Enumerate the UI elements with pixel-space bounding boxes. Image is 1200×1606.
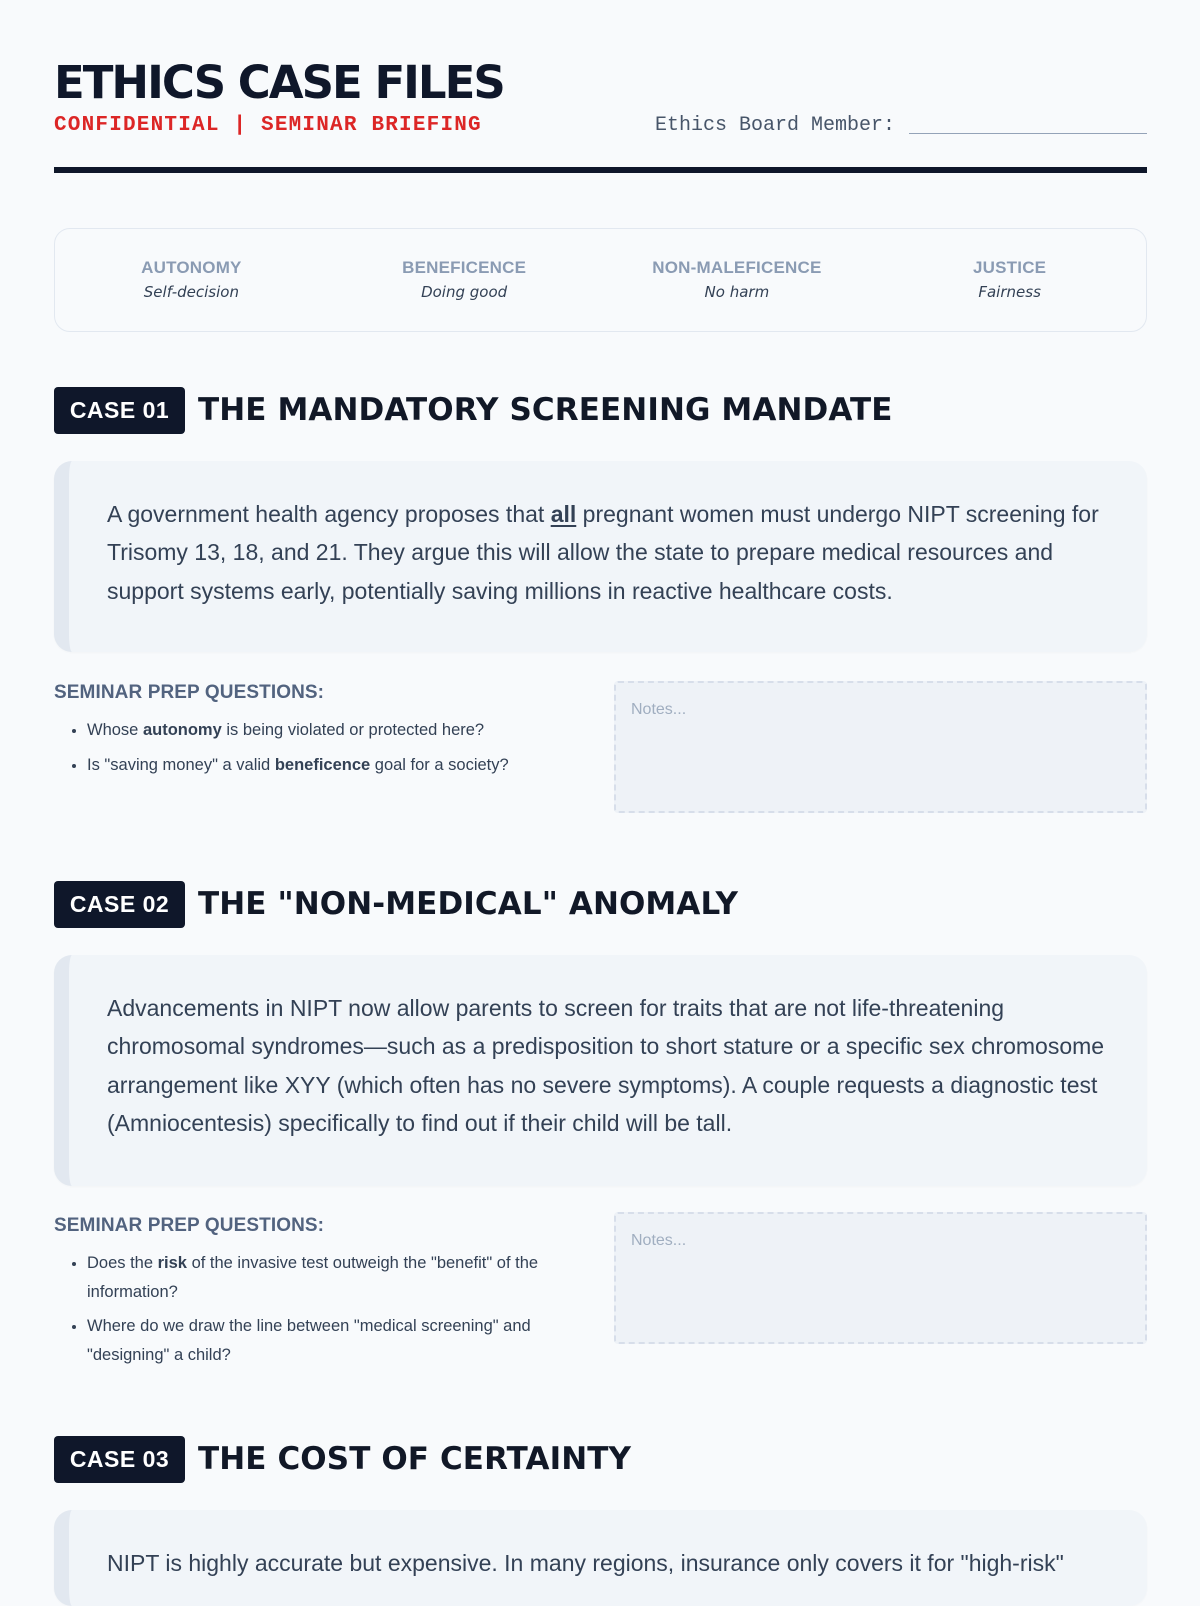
principle-autonomy (55, 229, 328, 333)
case-scenario-text: Advancements in NIPT now allow parents to screen for traits that are not life-threatening chromosomal syndromes—such as a predisposition to short stature or a specific sex chromosome arrangement like XYY (which often has no severe symptoms). A couple requests a diagnostic test (Amniocentesis) specifically to find out if their child will be tall. (107, 995, 1105, 1136)
question-bold-term: autonomy (142, 721, 222, 739)
case-title: THE "NON-MEDICAL" ANOMALY (198, 886, 739, 922)
seminar-question (87, 751, 602, 780)
principle-description: No harm (704, 283, 770, 301)
scenario-emphasis: all (550, 501, 577, 527)
seminar-question (87, 1249, 602, 1306)
case-badge: CASE 02 (54, 881, 185, 928)
question-bold-term: risk (157, 1254, 187, 1272)
page-title: ETHICS CASE FILES (54, 56, 504, 109)
case-notes-field[interactable] (614, 1212, 1147, 1344)
seminar-prep-questions (54, 680, 602, 785)
case-heading (54, 1436, 1147, 1483)
header-divider (54, 167, 1147, 173)
case-heading (54, 387, 1147, 434)
scenario-text-after-emphasis: pregnant women must undergo NIPT screening for Trisomy 13, 18, and 21. They argue this will allow the state to prepare medical resources and support systems early, potentially saving millions in reactive healthcare costs. (107, 501, 1099, 604)
case-01-section (54, 387, 1147, 817)
case-scenario-text: NIPT is highly accurate but expensive. In many regions, insurance only covers it for "high-risk" (107, 1550, 1064, 1576)
seminar-prep-questions (54, 1213, 602, 1375)
case-03-section (54, 1436, 1147, 1600)
ethics-case-files-document (54, 0, 1147, 1576)
case-scenario-box (54, 461, 1147, 652)
confidential-seminar-subtitle: CONFIDENTIAL | SEMINAR BRIEFING (54, 114, 482, 137)
principle-name: JUSTICE (973, 258, 1047, 277)
question-text-before-bold: Does the (87, 1254, 158, 1272)
document-header (54, 0, 1147, 175)
case-title: THE COST OF CERTAINTY (198, 1441, 632, 1477)
ethics-principles-panel (54, 228, 1147, 332)
case-notes-field[interactable] (614, 681, 1147, 813)
ethics-board-member-field (655, 113, 1147, 141)
seminar-prep-questions-heading: SEMINAR PREP QUESTIONS: (54, 1215, 325, 1236)
question-bold-term: beneficence (274, 755, 371, 774)
case-scenario-text (107, 495, 1109, 610)
question-text-before-bold: Is "saving money" a valid (87, 755, 275, 774)
case-heading (54, 881, 1147, 928)
principle-non-maleficence (601, 229, 874, 333)
question-text-after-bold: is being violated or protected here? (221, 721, 485, 739)
principle-name: NON-MALEFICENCE (652, 258, 822, 277)
seminar-question (87, 1312, 602, 1369)
principle-description: Self-decision (143, 283, 239, 301)
case-badge: CASE 01 (54, 387, 185, 434)
principle-description: Fairness (978, 283, 1041, 301)
notes-placeholder: Notes... (631, 1232, 687, 1249)
question-text-after-bold: of the invasive test outweigh the "benefit" of the information? (87, 1254, 539, 1301)
principle-beneficence (328, 229, 601, 333)
question-text: Where do we draw the line between "medical screening" and "designing" a child? (87, 1317, 531, 1364)
seminar-prep-questions-heading: SEMINAR PREP QUESTIONS: (54, 682, 325, 703)
case-title: THE MANDATORY SCREENING MANDATE (198, 392, 893, 428)
case-scenario-box (54, 955, 1147, 1186)
case-02-section (54, 881, 1147, 1363)
principle-name: AUTONOMY (141, 258, 242, 277)
case-scenario-box (54, 1510, 1147, 1606)
case-badge: CASE 03 (54, 1436, 185, 1483)
principle-description: Doing good (421, 283, 508, 301)
signature-line (909, 133, 1147, 134)
principle-justice (873, 229, 1146, 333)
ethics-board-member-label: Ethics Board Member: (655, 114, 896, 137)
scenario-text-before-emphasis: A government health agency proposes that (107, 501, 551, 527)
seminar-question-list (54, 1249, 602, 1369)
seminar-question (87, 716, 602, 745)
seminar-question-list (54, 716, 602, 779)
question-text-before-bold: Whose (87, 721, 143, 739)
notes-placeholder: Notes... (631, 701, 687, 718)
principle-name: BENEFICENCE (402, 258, 527, 277)
question-text-after-bold: goal for a society? (370, 755, 509, 774)
